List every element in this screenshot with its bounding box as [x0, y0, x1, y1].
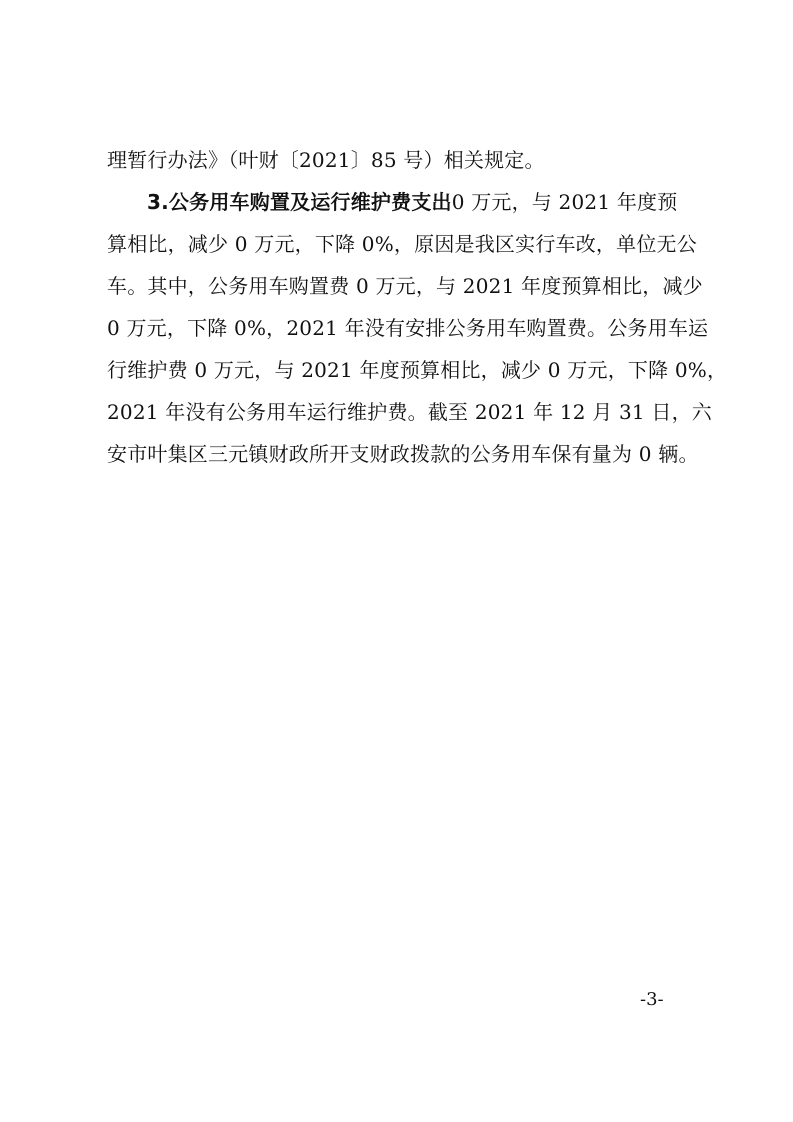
paragraph-line-8: 安市叶集区三元镇财政所开支财政拨款的公务用车保有量为 0 辆。 [107, 442, 699, 466]
paragraph-line-6: 行维护费 0 万元，与 2021 年度预算相比，减少 0 万元，下降 0%， [107, 358, 728, 382]
section-heading-text: 0 万元，与 2021 年度预 [451, 190, 678, 214]
paragraph-line-3: 算相比，减少 0 万元，下降 0%，原因是我区实行车改，单位无公 [107, 232, 697, 256]
paragraph-line-2 [147, 187, 687, 217]
paragraph-line-4: 车。其中，公务用车购置费 0 万元，与 2021 年度预算相比，减少 [107, 274, 703, 298]
page-number: -3- [640, 989, 664, 1010]
paragraph-line-5: 0 万元，下降 0%，2021 年没有安排公务用车购置费。公务用车运 [107, 316, 709, 340]
section-heading: 3.公务用车购置及运行维护费支出 [147, 190, 452, 214]
paragraph-line-7: 2021 年没有公务用车运行维护费。截至 2021 年 12 月 31 日，六 [107, 400, 712, 424]
paragraph-line-1: 理暂行办法》（叶财〔2021〕85 号）相关规定。 [107, 148, 545, 172]
